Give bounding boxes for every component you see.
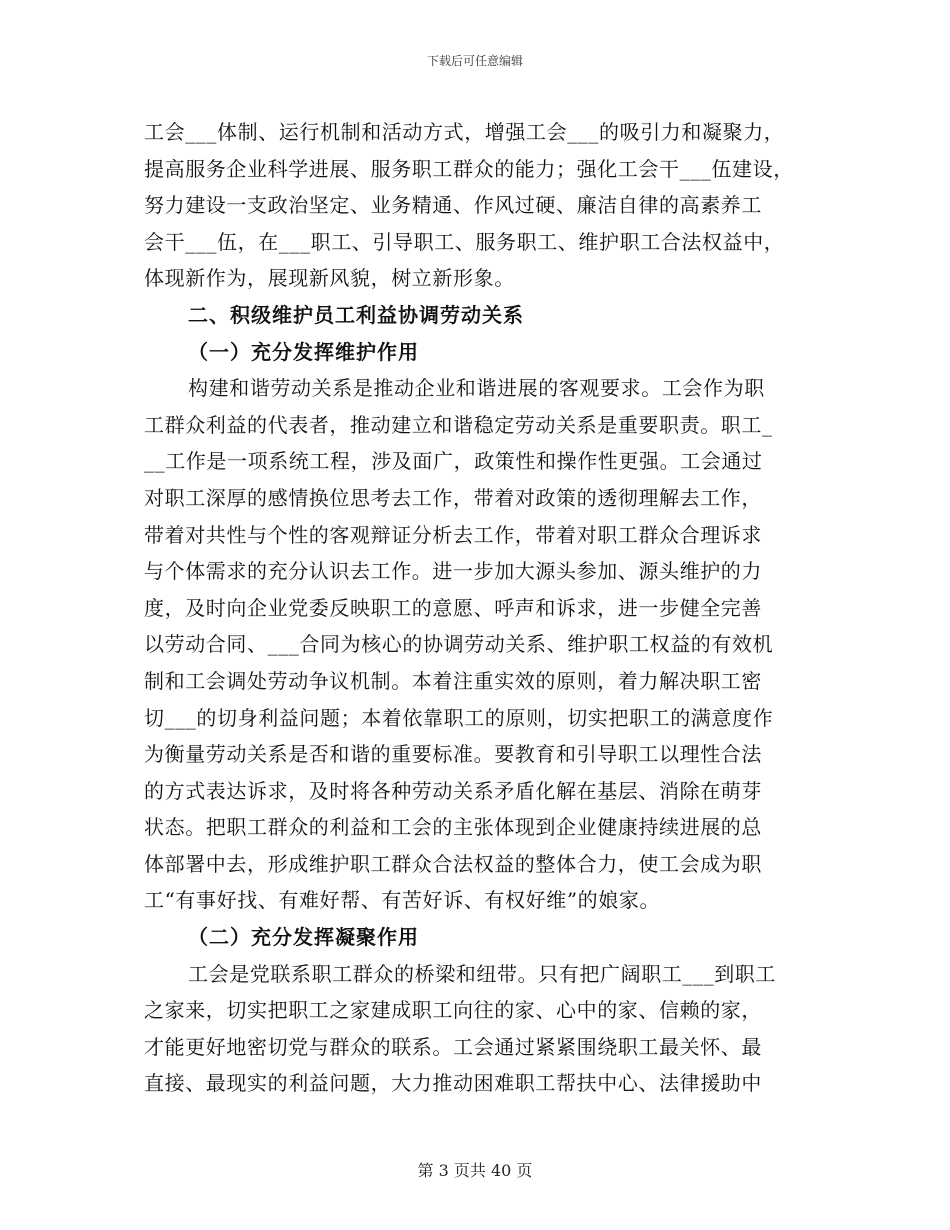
document-body xyxy=(144,114,824,1102)
page-footer: 第 3 页共 40 页 xyxy=(417,1161,533,1180)
text-line: 工会是党联系职工群众的桥梁和纽带。只有把广阔职工___到职工 xyxy=(188,961,776,986)
text-line: 对职工深厚的感情换位思考去工作，带着对政策的透彻理解去工作， xyxy=(144,485,762,510)
text-line: 提高服务企业科学进展、服务职工群众的能力；强化工会干___伍建设， xyxy=(144,156,794,181)
text-line: 工“有事好找、有难好帮、有苦好诉、有权好维”的娘家。 xyxy=(144,888,661,913)
text-line: 体现新作为，展现新风貌，树立新形象。 xyxy=(144,266,515,291)
text-line: 才能更好地密切党与群众的联系。工会通过紧紧围绕职工最关怀、最 xyxy=(144,1034,762,1059)
text-line: __工作是一项系统工程，涉及面广，政策性和操作性更强。工会通过 xyxy=(144,449,763,474)
text-line: 直接、最现实的利益问题，大力推动困难职工帮扶中心、法律援助中 xyxy=(144,1071,762,1096)
section-heading: （一）充分发挥维护作用 xyxy=(188,339,419,364)
text-line: 构建和谐劳动关系是推动企业和谐进展的客观要求。工会作为职 xyxy=(188,376,765,401)
text-line: 之家来，切实把职工之家建成职工向往的家、心中的家、信赖的家， xyxy=(144,998,762,1023)
page-header: 下载后可任意编辑 xyxy=(426,54,523,68)
section-heading: （二）充分发挥凝聚作用 xyxy=(188,925,419,950)
text-line: 工群众利益的代表者，推动建立和谐稳定劳动关系是重要职责。职工_ xyxy=(144,412,773,437)
text-line: 以劳动合同、___合同为核心的协调劳动关系、维护职工权益的有效机 xyxy=(144,632,774,657)
text-line: 努力建设一支政治坚定、业务精通、作风过硬、廉洁自律的高素养工 xyxy=(144,193,762,218)
text-line: 制和工会调处劳动争议机制。本着注重实效的原则，着力解决职工密 xyxy=(144,668,762,693)
text-line: 为衡量劳动关系是否和谐的重要标准。要教育和引导职工以理性合法 xyxy=(144,742,762,767)
text-line: 切___的切身利益问题；本着依靠职工的原则，切实把职工的满意度作 xyxy=(144,705,774,730)
text-line: 与个体需求的充分认识去工作。进一步加大源头参加、源头维护的力 xyxy=(144,559,762,584)
text-line: 度，及时向企业党委反映职工的意愿、呼声和诉求，进一步健全完善 xyxy=(144,595,762,620)
text-line: 工会___体制、运行机制和活动方式，增强工会___的吸引力和凝聚力， xyxy=(144,120,785,144)
text-line: 会干___伍，在___职工、引导职工、服务职工、维护职工合法权益中， xyxy=(144,229,785,254)
text-line: 带着对共性与个性的客观辩证分析去工作，带着对职工群众合理诉求 xyxy=(144,522,762,547)
text-line: 的方式表达诉求，及时将各种劳动关系矛盾化解在基层、消除在萌芽 xyxy=(144,778,762,803)
text-line: 状态。把职工群众的利益和工会的主张体现到企业健康持续进展的总 xyxy=(144,815,762,840)
section-heading: 二、积级维护员工利益协调劳动关系 xyxy=(188,302,524,327)
text-line: 体部署中去，形成维护职工群众合法权益的整体合力，使工会成为职 xyxy=(144,851,762,876)
